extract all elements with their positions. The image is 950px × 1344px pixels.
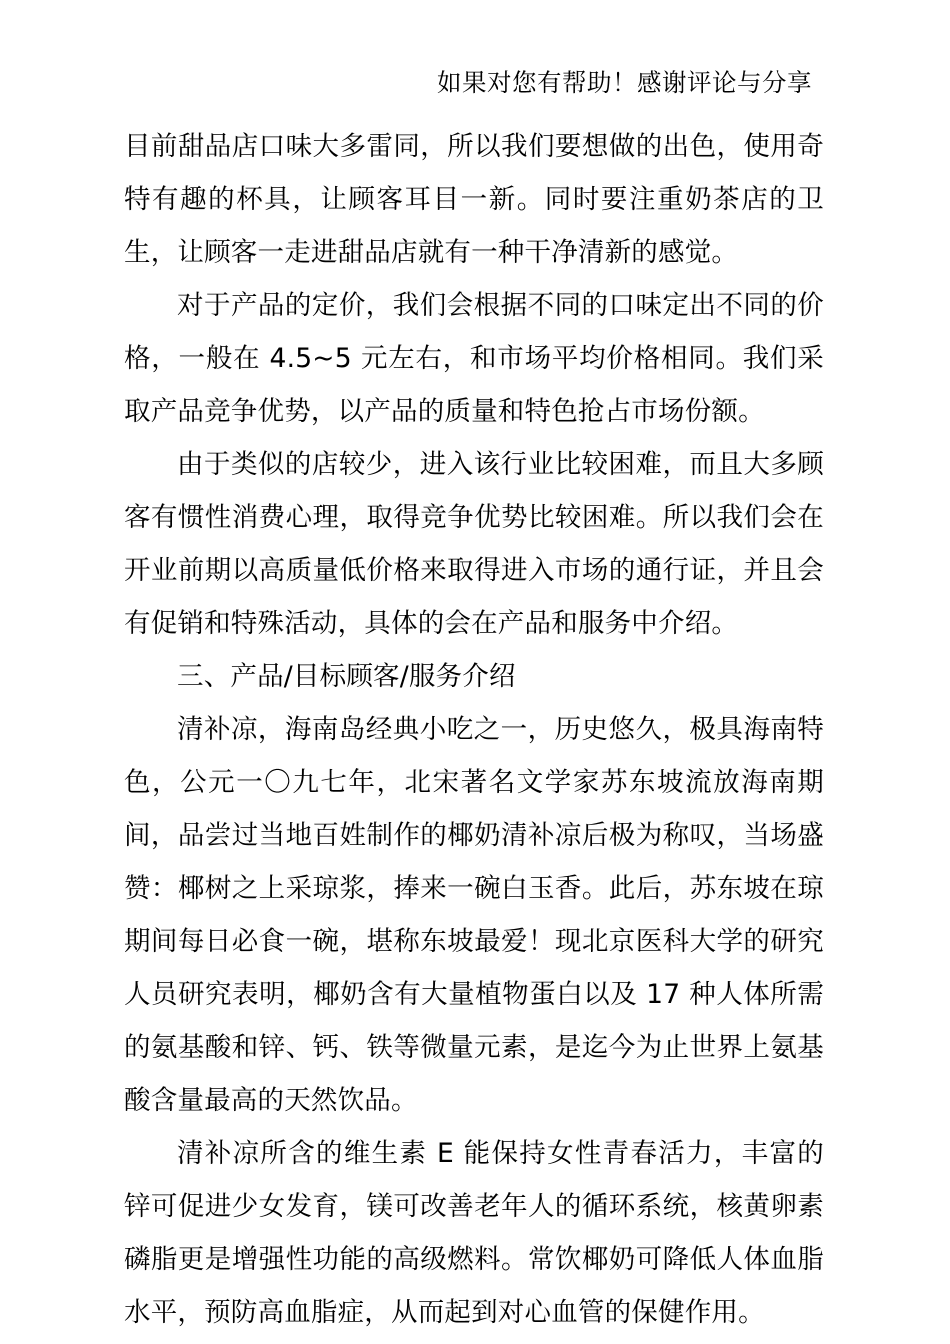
paragraph-1: 目前甜品店口味大多雷同，所以我们要想做的出色，使用奇特有趣的杯具，让顾客耳目一新。同时要注重奶茶店的卫生，让顾客一走进甜品店就有一种干净清新的感觉。: [124, 131, 824, 268]
document-body: [124, 120, 824, 1339]
paragraph-2: 对于产品的定价，我们会根据不同的口味定出不同的价格，一般在 4.5~5 元左右，和市场平均价格相同。我们采取产品竞争优势，以产品的质量和特色抢占市场份额。: [124, 290, 824, 427]
paragraph-6: 清补凉所含的维生素 E 能保持女性青春活力，丰富的锌可促进少女发育，镁可改善老年人的循环系统，核黄卵素磷脂更是增强性功能的高级燃料。常饮椰奶可降低人体血脂水平，预防高血脂症，从而起到对心血管的保健作用。: [124, 1138, 824, 1328]
paragraph-3: 由于类似的店较少，进入该行业比较困难，而且大多顾客有惯性消费心理，取得竞争优势比较困难。所以我们会在开业前期以高质量低价格来取得进入市场的通行证，并且会有促销和特殊活动，具体的会在产品和服务中介绍。: [124, 449, 824, 639]
section-heading-3: 三、产品/目标顾客/服务介绍: [177, 661, 516, 692]
paragraph-5: 清补凉，海南岛经典小吃之一，历史悠久，极具海南特色，公元一〇九七年，北宋著名文学家苏东坡流放海南期间，品尝过当地百姓制作的椰奶清补凉后极为称叹，当场盛赞：椰树之上采琼浆，捧来一碗白玉香。此后，苏东坡在琼期间每日必食一碗，堪称东坡最爱！现北京医科大学的研究人员研究表明，椰奶含有大量植物蛋白以及 17 种人体所需的氨基酸和锌、钙、铁等微量元素，是迄今为止世界上氨基酸含量最高的天然饮品。: [124, 714, 824, 1116]
page-header-note: 如果对您有帮助！感谢评论与分享: [437, 68, 812, 97]
